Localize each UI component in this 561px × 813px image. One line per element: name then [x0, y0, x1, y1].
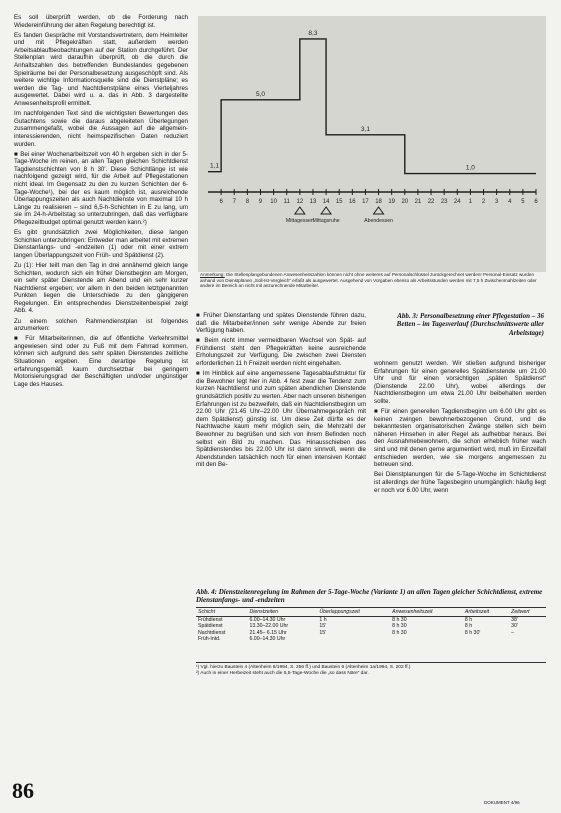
x-tick-label: 11: [283, 199, 290, 205]
x-tick-label: 3: [494, 199, 499, 205]
table-cell: Nachtdienst: [198, 629, 226, 636]
x-tick-label: 23: [440, 199, 448, 205]
table-row: [196, 617, 546, 624]
table-cell: Frühdienst: [198, 617, 223, 624]
figure-caption: Abb. 3: Personalbesetzung einer Pflegestation – 36 Betten – im Tagesverlauf (Durchschnittswerte aller Arbeitstage): [396, 312, 544, 337]
figure-note-text: Die Stellenplangebundenen Anwesenheitszahlen können nicht ohne weiteres auf Personalschlüssel zurückgerechnet werden! Personal-Einsatz wurden anhand von Dienstplänen „Soll-Ist-Vergleich“ erfaßt als ausgewertet. Ausgehend von Vorgaben ebenso als Arbeitsstunden werden mit 7,5 h Zwischenmahlzeiten oder andere im Bereich an nicht mit anzurechnende Mitarbeiter.: [200, 272, 537, 289]
staffing-chart: [198, 16, 546, 272]
value-label: 8,3: [308, 29, 318, 37]
meal-marker-label: Abendessen: [364, 218, 393, 224]
right-text-column: [374, 360, 546, 497]
paragraph: ■ Im Hinblick auf eine angemessene Tagesablaufstruktur für die Bewohner legt hier in Abb. 4 fest zwar die Tendenz zum kurzen Nachtdienst und zum späten abendlichen Dienstende grundsätzlich positiv zu werten. Aber nach unseren bisherigen Erfahrungen ist zu bezweifeln, daß ein Nachtdienstbeginn um 22.00 Uhr (21.45 Uhr–22.00 Uhr Übernahmegespräch mit dem Spätdienst) günstig ist. Um diese Zeit dürfte es der Nachtwache kaum mehr möglich sein, die Mehrzahl der Bewohner zu begrüßen und sich von ihrem Befinden noch selbst ein Bild zu machen. Das Hinausschieben des Spätdienstendes bis 22.00 Uhr ist dann sinnvoll, wenn die Abendstunden tatsächlich noch für einen intensiven Kontakt mit den Be-: [196, 370, 366, 469]
paragraph: Es fanden Gespräche mit Vorstandsvertretern, dem Heimleiter und mit Pflegekräften statt, außerdem werden Arbeitsablaufbeobachtungen auf der Station durchgeführt. Der Stellenplan wird daraufhin überprüft, ob die durch die Anhaltszahlen des betreffenden Bundeslandes gegebenen Spielräume bei der Personalbesetzung ausgeschöpft sind. Als weitere wichtige Informationsquelle sind die Dienstpläne; es werden die Tag- und Nachtdienstpläne eines Vierteljahres ausgewertet. Dabei wird u. a. das in Abb. 3 dargestellte Anwesenheitsprofil ermittelt.: [14, 31, 188, 108]
x-tick-label: 9: [258, 199, 263, 205]
left-text-column: [14, 14, 188, 391]
table-row: [196, 636, 546, 642]
column-header: Dienstzeiten: [247, 608, 317, 617]
paragraph: ■ Für Mitarbeiterinnen, die auf öffentliche Verkehrsmittel angewiesen sind oder zu Fuß mit dem Fahrrad kommen, können sich aufgrund des sehr späten Dienstendes zeitliche Situationen ergeben. Eine derartige Regelung ist erfahrungsgemäß kaum durchsetzbar bei geringem Motorisierungsgrad der Beschäftigten und/oder ungünstiger Lage des Hauses.: [14, 335, 188, 388]
x-tick-label: 20: [401, 199, 409, 205]
table-cell: 15': [319, 623, 327, 630]
paragraph: Im nachfolgenden Text sind die wichtigsten Bewertungen des Gutachtens sowie die daraus abgeleiteten Überlegungen zusammengefaßt, wobei die Aussagen auf die allgemein-interessierenden, nicht heimspezifischen Daten reduziert wurden.: [14, 110, 188, 148]
table-cell: 21.45– 6.15 Uhr: [249, 629, 287, 636]
column-header: Zeitwert: [509, 608, 546, 617]
table-cell: Spätdienst: [198, 623, 223, 630]
x-tick-label: 6: [534, 199, 538, 205]
paragraph: Es soll überprüft werden, ob die Forderung nach Wiedereinführung der alten Regelung berechtigt ist.: [14, 14, 188, 29]
paragraph: ■ Für einen generellen Tagdienstbeginn um 6.00 Uhr gibt es keinen zwingen bewohnerbezogenen Grund, und die bekanntesten organisatorischen Zwänge stellen sich beim näheren Hinsehen in aller Regel als aufhebbar heraus. Bei den Ausnahmebewohnern, die schon erheblich früher wach sind und mit denen gerne argumentiert wird, muß im Einzelfall entschieden werden, wie sie morgens angemessen zu betreuen sind.: [374, 408, 546, 469]
column-header: Arbeitszeit: [463, 608, 509, 617]
x-tick-label: 4: [508, 199, 512, 205]
table-cell: –: [511, 629, 515, 636]
x-tick-label: 13: [309, 199, 317, 205]
x-tick-label: 2: [481, 199, 486, 205]
table-cell: [509, 636, 546, 642]
x-tick-label: 16: [348, 199, 356, 205]
column-header: Anwesenheitszeit: [390, 608, 463, 617]
footnote: ¹) Vgl. hierzu Baustein 4 (Altenheim 6/1994, S. 256 ff.) und Baustein 6 (Altenheim 1a/1994, S. 202 ff.): [196, 665, 411, 670]
table-cell: 8 h 30': [464, 629, 481, 636]
x-tick-label: 21: [414, 199, 422, 205]
chart-background: [198, 16, 546, 272]
x-tick-label: 22: [427, 199, 435, 205]
x-tick-label: 5: [521, 199, 525, 205]
x-tick-label: 8: [245, 199, 250, 205]
x-tick-label: 7: [232, 199, 236, 205]
paragraph: ■ Beim nicht immer vermeidbaren Wechsel von Spät- auf Frühdienst steht den Pflegekräften keine ausreichende Erholungszeit zur Verfügung. Die zwischen zwei Diensten erforderlichen 11 h Freizeit werden nicht eingehalten.: [196, 337, 366, 368]
table-cell: 8 h 30: [392, 617, 407, 624]
table-cell: [317, 636, 390, 642]
meal-marker-label: Mittagsruhe: [312, 218, 340, 224]
paragraph: Es gibt grundsätzlich zwei Möglichkeiten, diese langen Schichten unterzubringen: Entweder man arbeitet mit extremen Dienstanfangs- und -endzeiten (1) oder mit einer extrem langen Überlappungszeit von Früh- und Spätdienst (2).: [14, 229, 188, 259]
table-cell: Früh-Intd.: [198, 635, 221, 642]
paragraph: wohnern genutzt werden. Wir stießen aufgrund bisheriger Erfahrungen für einen generelles Spätdienstende um 21.00 Uhr und für einen vorsichtigen „späten Spätdienst“ (Dienstende 22.00 Uhr), wobei allerdings der Nachtdienstbeginn um etwa 21.00 Uhr beibehalten werden sollte.: [374, 360, 546, 405]
x-tick-label: 14: [322, 199, 330, 205]
table-cell: 30': [511, 623, 518, 630]
x-tick-label: 10: [270, 199, 277, 205]
table-cell: 15': [319, 629, 327, 636]
paragraph: Zu (1): Hier teilt man den Tag in drei annähernd gleich lange Schichten, wodurch sich ein früher Dienstbeginn am Morgen, ein sehr später Dienstende am Abend und ein sehr kurzer Nachtdienst ergeben; vor allem in den beiden letztgenannten Punkten liegen die Unterschiede zu den gängigeren Regelungen. Ein entsprechendes Dienstzeitenbeispiel zeigt Abb. 4.: [14, 261, 188, 315]
table-header-row: [196, 608, 546, 617]
table-cell: [390, 636, 463, 642]
schedule-table: [196, 607, 546, 642]
paragraph: Bei Dienstplanungen für die 5-Tage-Woche im Schichtdienst ist allerdings der frühe Tagesbeginn unumgänglich: häufig liegt er noch vor 6.00 Uhr, wenn: [374, 471, 546, 494]
x-tick-label: 15: [335, 199, 343, 205]
x-tick-label: 6: [219, 199, 223, 205]
table-cell: 8 h 30: [392, 629, 407, 636]
x-tick-label: 18: [375, 199, 382, 205]
table-cell: 6.00–14.30 Uhr: [249, 635, 286, 642]
staffing-chart-svg: [198, 16, 546, 272]
x-tick-label: 24: [453, 199, 461, 205]
value-label: 1,0: [465, 164, 475, 172]
table-cell: 38': [511, 617, 518, 624]
x-tick-label: 12: [296, 199, 304, 205]
schedule-table-block: [196, 588, 546, 642]
paragraph: Zu einem solchen Rahmendienstplan ist folgendes anzumerken:: [14, 317, 188, 333]
x-tick-label: 1: [468, 199, 473, 205]
figure-note: [200, 272, 545, 289]
value-label: 3,1: [360, 125, 370, 133]
table-cell: 8 h 30: [392, 623, 407, 630]
value-label: 5,0: [255, 90, 266, 98]
figure-note-title: Anmerkung:: [200, 272, 225, 277]
paragraph: ■ Bei einer Wochenarbeitszeit von 40 h ergeben sich in der 5-Tage-Woche im reinen, an allen Tagen gleichen Schichtdienst Tagdienstschichten von 8 h 30'. Diese Schichtlänge ist wie nachfolgend gezeigt wird, für die Arbeit auf Pflegestationen nicht ideal. Im Gegensatz zu den zu kurzen Schichten der 6-Tage-Woche¹), bei der es kaum möglich ist, ausreichende Überlappungszeiten als auch Nachtdienste von maximal 10 h Länge zu realisieren – sind 6,5-h-Schichten in E zu lang, um sie im 24-h-Arbeitstag so unterzubringen, daß das verfügbare Pflegezeitbudget optimal genutzt werden kann.²): [14, 150, 188, 226]
column-header: Überlappungszeit: [317, 608, 390, 617]
value-label: 1,1: [210, 162, 220, 170]
column-header: Schicht: [196, 608, 247, 617]
table-cell: 8 h: [464, 623, 473, 630]
meal-marker-label: Mittagessen: [285, 218, 314, 224]
x-tick-label: 19: [388, 199, 396, 205]
table-cell: [463, 636, 509, 642]
table-cell: 1 h: [319, 617, 327, 624]
table-cell: 6.00–14.30 Uhr: [249, 617, 286, 624]
table-cell: 13.30–22.00 Uhr: [249, 623, 289, 630]
paragraph: ■ Früher Dienstanfang und spätes Dienstende führen dazu, daß die Mitarbeiter/innen sehr wenige Abende zur freien Verfügung haben.: [196, 312, 366, 335]
table-title: Abb. 4: Dienstzeitenregelung im Rahmen der 5-Tage-Woche (Variante 1) an allen Tagen gleicher Schichtdienst, extreme Dienstanfangs- und -endzeiten: [196, 588, 543, 604]
middle-text-column: [196, 312, 366, 471]
footnote: ²) Auch in einer Herbeizeit steht auch die 5,5-Tage-Woche die „so dass Näre“ dar.: [196, 670, 369, 676]
footnotes: [196, 662, 546, 677]
table-cell: 8 h: [464, 617, 473, 624]
x-tick-label: 17: [362, 199, 369, 205]
page-number: 86: [12, 778, 34, 803]
folio: DOKUMENT 4/96: [484, 800, 520, 805]
